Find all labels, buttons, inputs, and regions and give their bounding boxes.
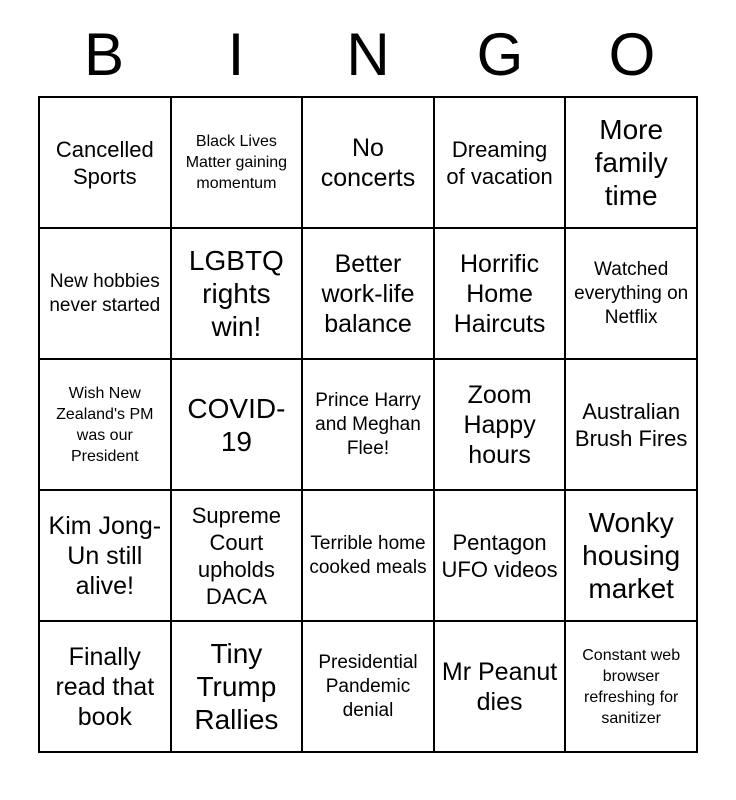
bingo-cell-label: COVID-19 xyxy=(187,392,286,457)
bingo-cell[interactable] xyxy=(40,229,172,360)
bingo-cell-label: Watched everything on Netflix xyxy=(574,258,689,328)
bingo-row xyxy=(40,622,698,753)
bingo-cell[interactable] xyxy=(303,360,435,491)
bingo-cell[interactable] xyxy=(566,229,698,360)
bingo-cell[interactable] xyxy=(303,229,435,360)
bingo-cell[interactable] xyxy=(566,491,698,622)
bingo-row xyxy=(40,98,698,229)
bingo-cell-label: Supreme Court upholds DACA xyxy=(191,502,282,609)
bingo-cell-label: Presidential Pandemic denial xyxy=(318,651,418,721)
bingo-cell[interactable] xyxy=(435,98,567,229)
bingo-cell[interactable] xyxy=(435,622,567,753)
bingo-row xyxy=(40,229,698,360)
bingo-cell-label: Prince Harry and Meghan Flee! xyxy=(315,389,421,459)
bingo-cell-label: Tiny Trump Rallies xyxy=(194,638,279,735)
bingo-cell[interactable] xyxy=(566,98,698,229)
bingo-cell[interactable] xyxy=(303,622,435,753)
bingo-cell[interactable] xyxy=(172,98,304,229)
bingo-cell[interactable] xyxy=(303,98,435,229)
bingo-cell-label: Dreaming of vacation xyxy=(446,136,553,189)
bingo-header-letter-i: I xyxy=(227,21,245,88)
bingo-cell-label: No concerts xyxy=(320,133,416,192)
bingo-cell-label: Zoom Happy hours xyxy=(463,380,536,469)
bingo-cell[interactable] xyxy=(172,360,304,491)
bingo-cell[interactable] xyxy=(435,360,567,491)
bingo-cell[interactable] xyxy=(566,622,698,753)
bingo-cell-label: Kim Jong-Un still alive! xyxy=(48,511,162,600)
bingo-cell-label: Wish New Zealand's PM was our President xyxy=(56,384,154,465)
bingo-cell-label: Better work-life balance xyxy=(321,249,415,338)
bingo-cell[interactable] xyxy=(40,622,172,753)
bingo-cell[interactable] xyxy=(303,491,435,622)
bingo-cell-label: Black Lives Matter gaining momentum xyxy=(185,133,288,192)
bingo-cell-label: Wonky housing market xyxy=(582,507,681,604)
bingo-row xyxy=(40,360,698,491)
bingo-header-letter-g: G xyxy=(476,21,524,88)
bingo-cell-label: New hobbies never started xyxy=(49,270,161,316)
bingo-header-letter-o: O xyxy=(608,21,656,88)
bingo-cell-label: Cancelled Sports xyxy=(55,136,154,189)
bingo-cell[interactable] xyxy=(172,491,304,622)
bingo-cell[interactable] xyxy=(40,98,172,229)
bingo-row xyxy=(40,491,698,622)
bingo-cell-label: Australian Brush Fires xyxy=(574,398,688,451)
bingo-cell[interactable] xyxy=(435,229,567,360)
bingo-cell[interactable] xyxy=(40,491,172,622)
bingo-cell-label: Terrible home cooked meals xyxy=(309,532,427,578)
bingo-cell-label: Finally read that book xyxy=(55,642,155,731)
bingo-cell-label: Pentagon UFO videos xyxy=(441,529,558,582)
bingo-cell[interactable] xyxy=(40,360,172,491)
bingo-header xyxy=(38,21,698,88)
bingo-cell-label: Constant web browser refreshing for sanitizer xyxy=(582,646,681,727)
bingo-cell[interactable] xyxy=(172,229,304,360)
bingo-cell[interactable] xyxy=(566,360,698,491)
bingo-grid xyxy=(38,96,698,753)
bingo-header-letter-n: N xyxy=(346,21,390,88)
bingo-cell-label: More family time xyxy=(594,114,668,211)
bingo-cell-label: Horrific Home Haircuts xyxy=(453,249,546,338)
bingo-cell-label: Mr Peanut dies xyxy=(441,657,558,716)
bingo-cell-label: LGBTQ rights win! xyxy=(188,245,284,342)
bingo-cell[interactable] xyxy=(172,622,304,753)
bingo-cell[interactable] xyxy=(435,491,567,622)
bingo-header-letter-b: B xyxy=(83,21,125,88)
